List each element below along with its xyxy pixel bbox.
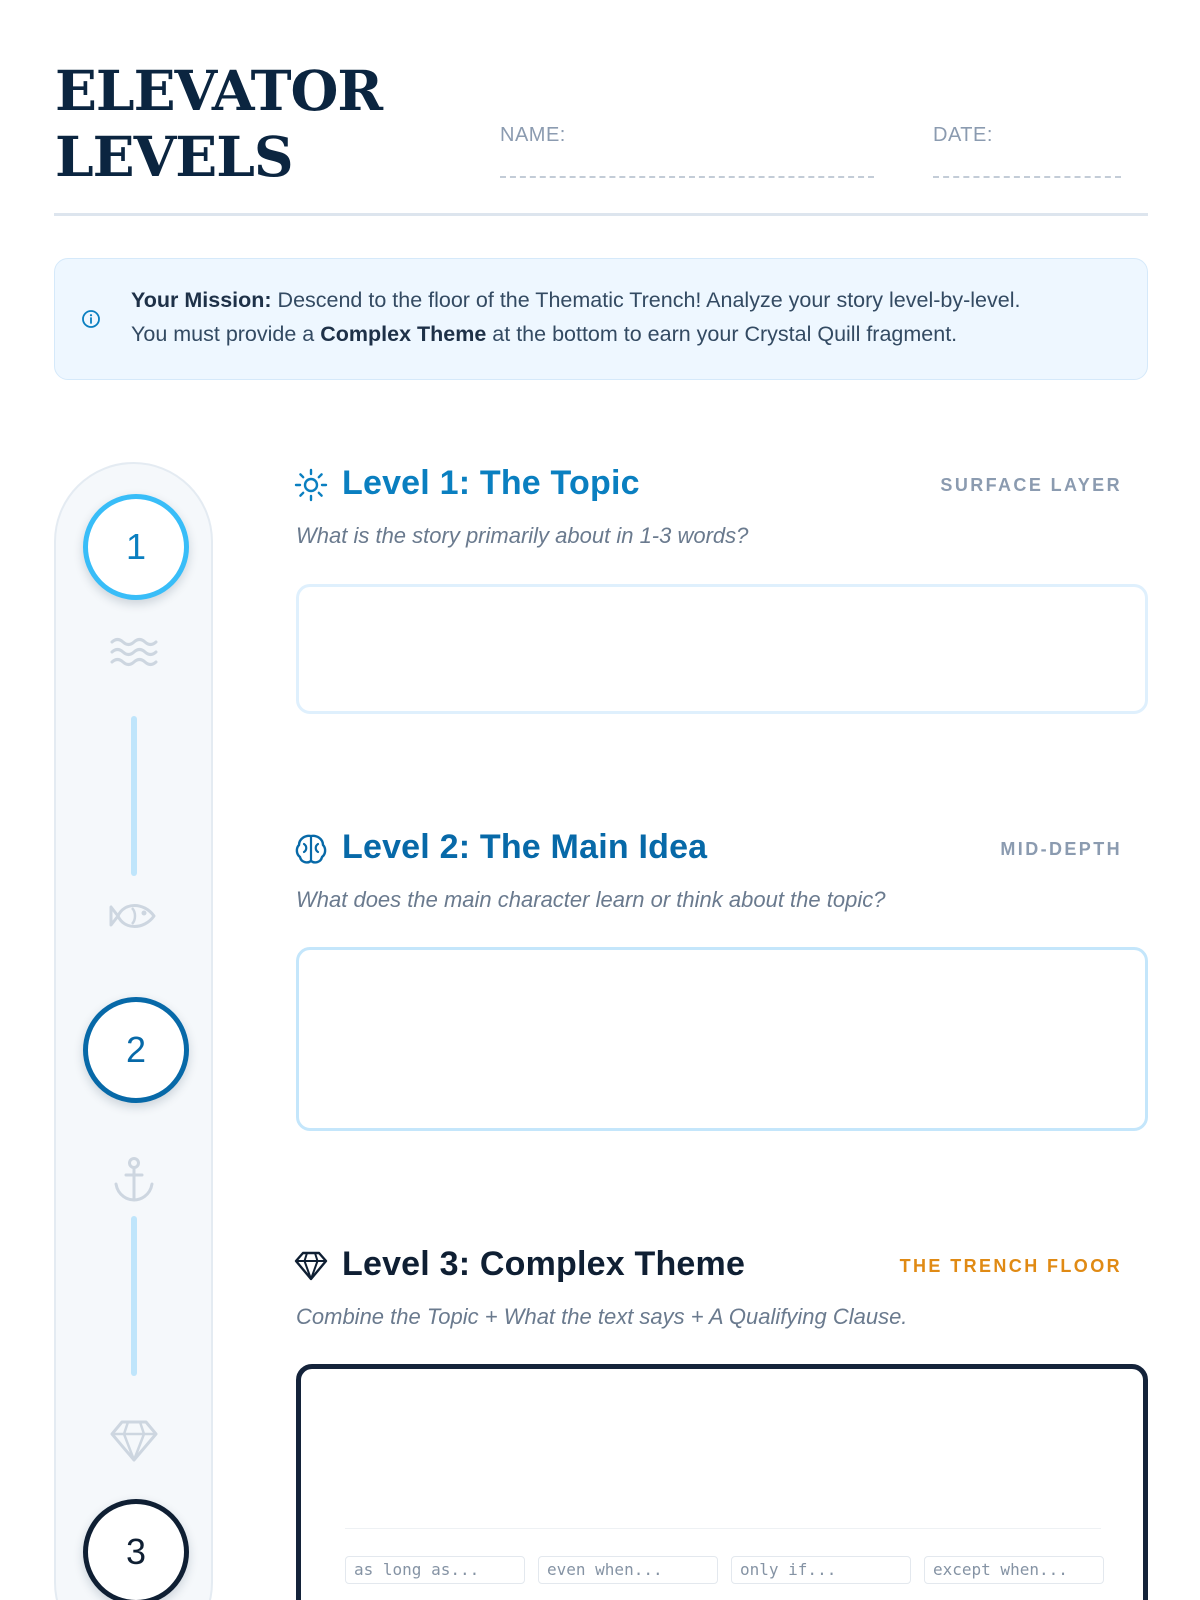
level-1-answer-box[interactable] [296,584,1148,714]
level-1-prompt: What is the story primarily about in 1-3 words? [296,523,749,548]
title-line-1: ELEVATOR [55,58,383,123]
gem-icon [294,1248,328,1282]
brain-icon [294,832,328,866]
level-2-marker: 2 [83,997,189,1103]
mission-text-line1: Descend to the floor of the Thematic Trench! Analyze your story level-by-level. [271,288,1021,312]
anchor-icon [108,1154,160,1206]
level-2-prompt: What does the main character learn or think about the topic? [296,887,886,912]
level-2-tag: MID-DEPTH [1000,839,1122,859]
title-line-2: LEVELS [55,124,293,189]
page-title [55,58,382,190]
level-3-prompt: Combine the Topic + What the text says + A Qualifying Clause. [296,1304,908,1329]
header-divider [54,213,1148,216]
level-1-title: Level 1: The Topic [342,464,640,502]
clause-chip-only-if[interactable]: only if... [731,1556,911,1584]
level-2-title: Level 2: The Main Idea [342,828,708,866]
rail-connector-2 [131,1216,137,1376]
clause-chip-except-when[interactable]: except when... [924,1556,1104,1584]
date-field[interactable] [933,176,1121,178]
level-1-marker: 1 [83,494,189,600]
level-3-marker: 3 [83,1499,189,1600]
mission-emphasis: Complex Theme [320,322,487,346]
level-3-tag: THE TRENCH FLOOR [899,1256,1122,1276]
info-icon [81,309,101,329]
depth-rail [54,462,213,1600]
mission-text-line2a: You must provide a [131,322,321,346]
name-label: NAME: [500,124,566,146]
name-field[interactable] [500,176,874,178]
clause-chip-as-long-as[interactable]: as long as... [345,1556,525,1584]
mission-text [131,283,1121,351]
mission-text-line2c: at the bottom to earn your Crystal Quill fragment. [486,322,958,346]
gem-icon [108,1414,160,1466]
clause-chip-even-when[interactable]: even when... [538,1556,718,1584]
date-label: DATE: [933,124,993,146]
waves-icon [108,626,160,678]
level-1-tag: SURFACE LAYER [940,475,1122,495]
fish-icon [108,890,160,942]
mission-lead: Your Mission: [131,288,272,312]
level-3-answer-box[interactable] [296,1364,1148,1600]
mission-callout [54,258,1148,380]
sun-icon [294,468,328,502]
rail-connector-1 [131,716,137,876]
level-3-title: Level 3: Complex Theme [342,1245,746,1283]
chips-divider [345,1528,1101,1529]
level-2-answer-box[interactable] [296,947,1148,1131]
